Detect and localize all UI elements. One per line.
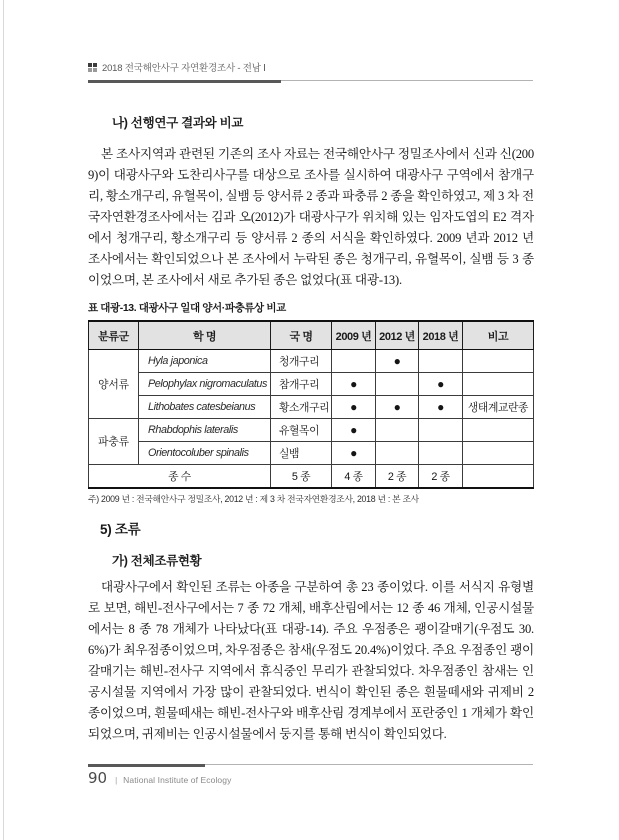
footer-separator: | <box>115 776 118 785</box>
presence-2009: ● <box>332 442 376 465</box>
running-header <box>88 60 266 74</box>
running-header-title: 2018 전국해안사구 자연환경조사 - 전남 Ⅰ <box>102 63 266 74</box>
presence-2018 <box>419 442 463 465</box>
summary-2018-cell: 2 종 <box>419 465 463 489</box>
presence-2018 <box>419 419 463 442</box>
note-cell <box>463 373 534 396</box>
table-footnote: 주) 2009 년 : 전국해안사구 정밀조사, 2012 년 : 제 3 차 전국자연환경조사, 2018 년 : 본 조사 <box>88 494 419 504</box>
kor-name-cell: 황소개구리 <box>271 396 332 419</box>
presence-2012 <box>376 373 419 396</box>
header-cell-group: 분류군 <box>89 321 139 350</box>
presence-2012 <box>376 419 419 442</box>
summary-label-cell: 종 수 <box>89 465 271 489</box>
sci-name-cell: Pelophylax nigromaculatus <box>139 373 271 396</box>
birds-paragraph: 대광사구에서 확인된 조류는 아종을 구분하여 총 23 종이었다. 이를 서식지 유형별로 보면, 해빈-전사구에서는 7 종 72 개체, 배후산림에서는 12 종 46 개체, 인공시설물에서는 8 종 78 개체가 나타났다(표 대광-14). 주요 우점종은 괭이갈매기(우점도 30.6%)가 최우점종이었으며, 차우점종은 참새(우점도 20.4%)이었다. 주요 우점종인 괭이갈매기는 해빈-전사구 지역에서 휴식중인 무리가 관찰되었다. 차우점종인 참새는 인공시설물 지역에서 가장 많이 관찰되었다. 번식이 확인된 종은 흰물떼새와 귀제비 2 종이었으며, 흰물떼새는 해빈-전사구와 배후산림 경계부에서 포란중인 1 개체가 확인되었으며, 귀제비는 인공시설물에서 둥지를 통해 번식이 확인되었다. <box>88 580 534 741</box>
sci-name-cell: Rhabdophis lateralis <box>139 419 271 442</box>
table-row <box>89 419 534 442</box>
kor-name-cell: 유혈목이 <box>271 419 332 442</box>
table-row <box>89 396 534 419</box>
summary-2009-cell: 4 종 <box>332 465 376 489</box>
group-cell-amphibia: 양서류 <box>89 350 139 419</box>
page-footer <box>88 769 231 787</box>
comparison-table-wrap <box>88 320 534 489</box>
note-cell <box>463 442 534 465</box>
birds-subsection-heading: 가) 전체조류현황 <box>112 554 202 568</box>
presence-2009: ● <box>332 396 376 419</box>
header-cell-2018: 2018 년 <box>419 321 463 350</box>
presence-2018: ● <box>419 396 463 419</box>
sci-name-cell: Orientocoluber spinalis <box>139 442 271 465</box>
presence-2009 <box>332 350 376 373</box>
table-caption: 표 대광-13. 대광사구 일대 양서·파충류상 비교 <box>88 302 286 314</box>
header-cell-scientific-name: 학 명 <box>139 321 271 350</box>
table-header-row <box>89 321 534 350</box>
birds-section-heading: 5) 조류 <box>100 522 141 537</box>
table-row <box>89 442 534 465</box>
header-cell-korean-name: 국 명 <box>271 321 332 350</box>
sci-name-cell: Lithobates catesbeianus <box>139 396 271 419</box>
page-number: 90 <box>88 769 108 787</box>
presence-2012: ● <box>376 350 419 373</box>
header-cell-2012: 2012 년 <box>376 321 419 350</box>
header-cell-2009: 2009 년 <box>332 321 376 350</box>
group-cell-reptilia: 파충류 <box>89 419 139 465</box>
header-cell-note: 비고 <box>463 321 534 350</box>
summary-total-cell: 5 종 <box>271 465 332 489</box>
comparison-table <box>88 320 534 489</box>
summary-note-cell <box>463 465 534 489</box>
presence-2009: ● <box>332 419 376 442</box>
note-cell <box>463 350 534 373</box>
kor-name-cell: 실뱀 <box>271 442 332 465</box>
note-cell: 생태계교란종 <box>463 396 534 419</box>
prev-research-paragraph: 본 조사지역과 관련된 기존의 조사 자료는 전국해안사구 정밀조사에서 신과 신(2009)이 대광사구와 도찬리사구를 대상으로 조사를 실시하여 대광사구 구역에서 참개구리, 황소개구리, 유혈목이, 실뱀 등 양서류 2 종과 파충류 2 종을 확인하였고, 제 3 차 전국자연환경조사에서는 김과 오(2012)가 대광사구가 위치해 있는 임자도엽의 E2 격자에서 청개구리, 황소개구리 등 양서류 2 종의 서식을 확인하였다. 2009 년과 2012 년 조사에서는 확인되었으나 본 조사에서 누락된 종은 청개구리, 유혈목이, 실뱀 등 3 종이었으며, 본 조사에서 새로 추가된 종은 없었다(표 대광-13). <box>88 147 534 287</box>
table-row <box>89 373 534 396</box>
presence-2012: ● <box>376 396 419 419</box>
presence-2018 <box>419 350 463 373</box>
header-rule <box>88 80 533 83</box>
institute-name: National Institute of Ecology <box>123 775 232 785</box>
summary-2012-cell: 2 종 <box>376 465 419 489</box>
presence-2018: ● <box>419 373 463 396</box>
prev-research-heading: 나) 선행연구 결과와 비교 <box>112 116 244 130</box>
page-edge-line <box>3 0 4 840</box>
note-cell <box>463 419 534 442</box>
presence-2012 <box>376 442 419 465</box>
dots-icon <box>88 63 97 72</box>
table-row <box>89 350 534 373</box>
kor-name-cell: 청개구리 <box>271 350 332 373</box>
table-summary-row <box>89 465 534 489</box>
kor-name-cell: 참개구리 <box>271 373 332 396</box>
presence-2009: ● <box>332 373 376 396</box>
footer-rule <box>88 764 533 767</box>
sci-name-cell: Hyla japonica <box>139 350 271 373</box>
